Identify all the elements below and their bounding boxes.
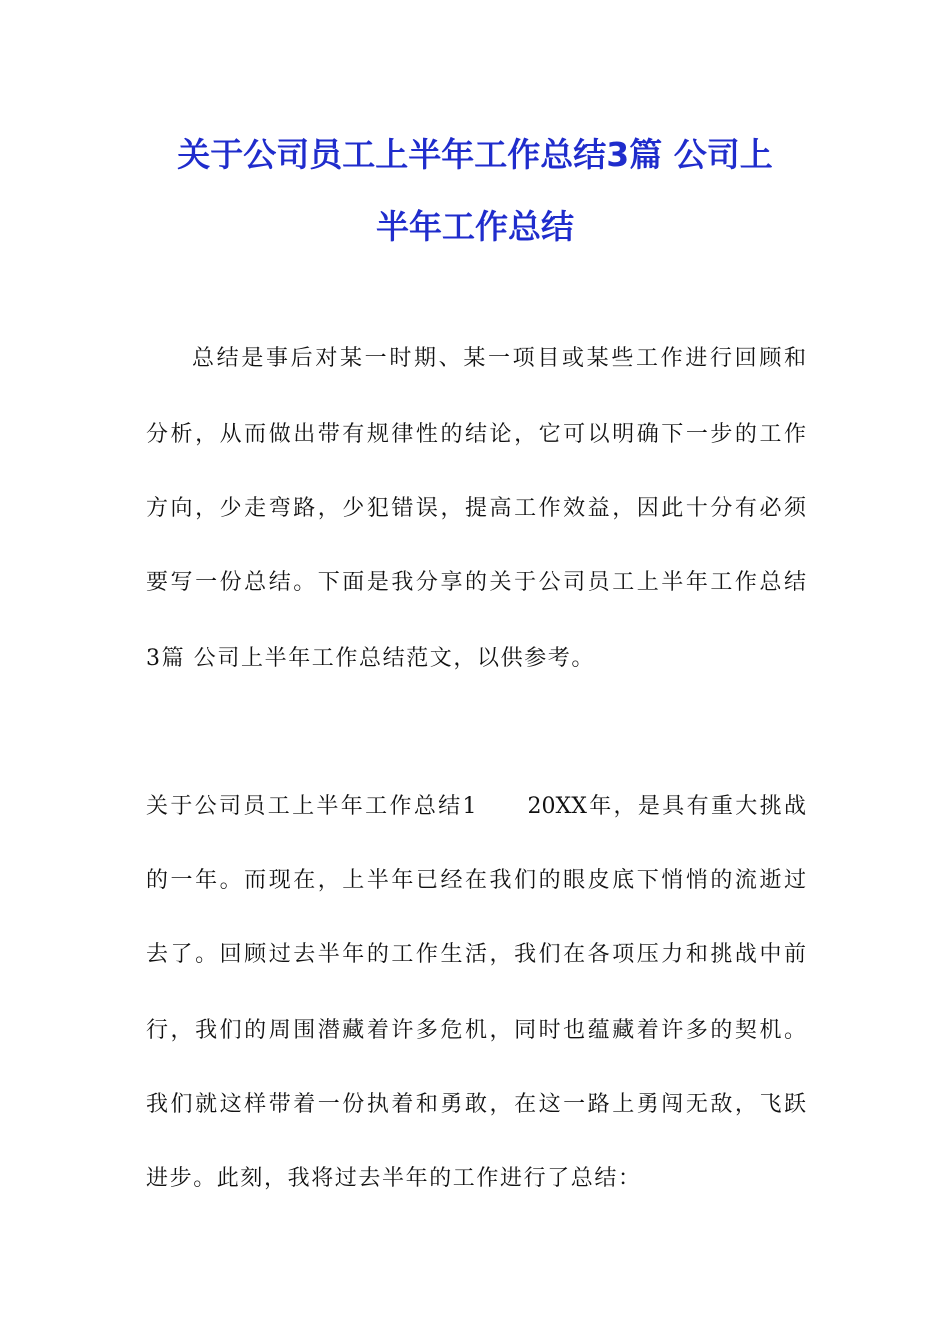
section-1-line: 的一年。而现在，上半年已经在我们的眼皮底下悄悄的流逝过 <box>146 868 806 893</box>
section-1-line: 关于公司员工上半年工作总结1 20XX年，是具有重大挑战 <box>146 794 806 819</box>
document-title-line-1: 关于公司员工上半年工作总结3篇 公司上 <box>177 135 773 174</box>
section-1-line: 我们就这样带着一份执着和勇敢，在这一路上勇闯无敌，飞跃 <box>146 1092 806 1117</box>
intro-line: 分析，从而做出带有规律性的结论，它可以明确下一步的工作 <box>146 422 806 447</box>
intro-line: 3篇 公司上半年工作总结范文，以供参考。 <box>146 646 595 671</box>
section-1-line: 进步。此刻，我将过去半年的工作进行了总结： <box>146 1166 642 1191</box>
intro-line: 总结是事后对某一时期、某一项目或某些工作进行回顾和 <box>192 346 806 371</box>
section-1-line: 去了。回顾过去半年的工作生活，我们在各项压力和挑战中前 <box>146 942 806 967</box>
intro-line: 方向，少走弯路，少犯错误，提高工作效益，因此十分有必须 <box>146 496 806 521</box>
section-1-line: 行，我们的周围潜藏着许多危机，同时也蕴藏着许多的契机。 <box>146 1018 806 1043</box>
intro-line: 要写一份总结。下面是我分享的关于公司员工上半年工作总结 <box>146 570 806 595</box>
document-title-line-2: 半年工作总结 <box>376 207 574 246</box>
